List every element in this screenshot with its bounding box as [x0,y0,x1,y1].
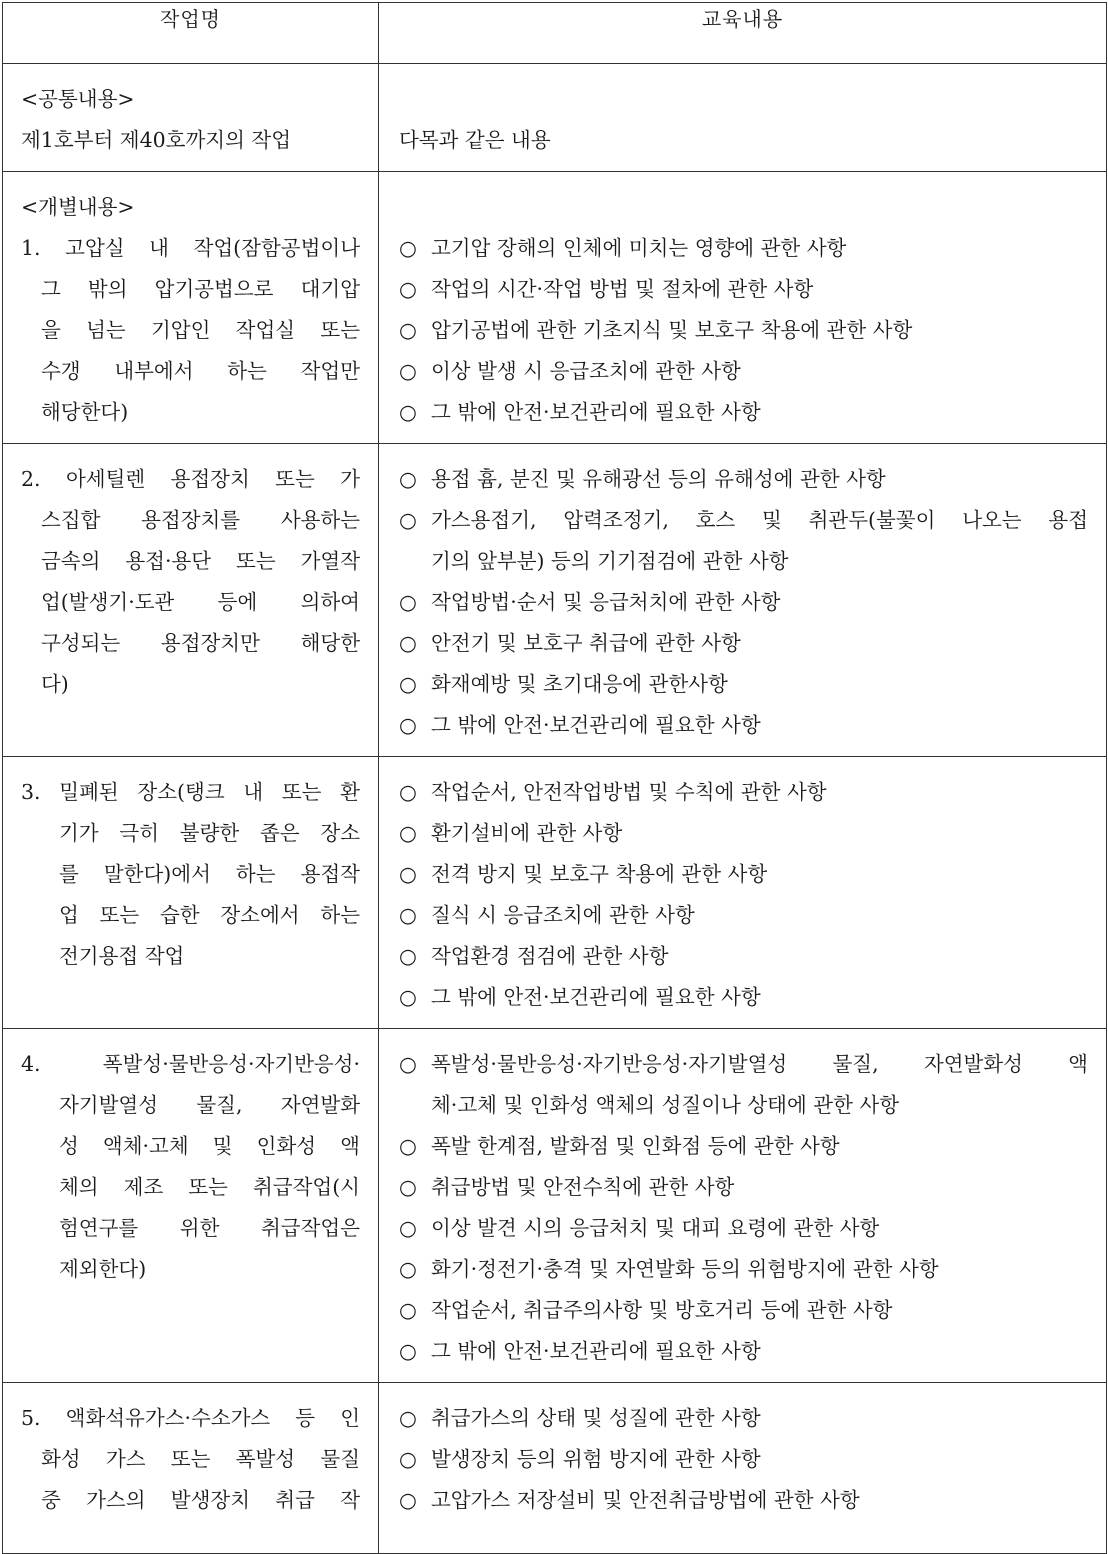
work-line: 체의 제조 또는 취급작업(시 [59,1175,360,1199]
common-work: 제1호부터 제40호까지의 작업 [21,128,291,152]
list-item: ○ 환기설비에 관한 사항 [399,813,1088,854]
list-item: ○ 그 밖에 안전·보건관리에 필요한 사항 [399,705,1088,746]
table-row [3,172,1107,444]
bullet-icon: ○ [399,508,417,532]
work-line: 3. 밀폐된 장소(탱크 내 또는 환 [21,780,360,804]
header-education-content: 교육내용 [379,3,1107,64]
common-content-cell [379,64,1107,172]
bullet-icon: ○ [399,672,417,696]
table-row-common [3,64,1107,172]
work-name-cell [3,172,379,444]
bullet-icon: ○ [399,903,417,927]
list-item: ○ 취급방법 및 안전수칙에 관한 사항 [399,1167,1088,1208]
table-row [3,1029,1107,1383]
list-item: ○ 폭발성·물반응성·자기반응성·자기발열성 물질, 자연발화성 액 [399,1044,1088,1085]
list-item: ○ 그 밖에 안전·보건관리에 필요한 사항 [399,392,1088,433]
work-line: 을 넘는 기압인 작업실 또는 [41,318,360,342]
bullet-icon: ○ [399,780,417,804]
list-item: ○ 화기·정전기·충격 및 자연발화 등의 위험방지에 관한 사항 [399,1249,1088,1290]
bullet-icon: ○ [399,400,417,424]
work-line: 를 말한다)에서 하는 용접작 [59,862,360,886]
list-item: ○ 이상 발견 시의 응급처치 및 대피 요령에 관한 사항 [399,1208,1088,1249]
table-row [3,1383,1107,1554]
work-line: 기가 극히 불량한 좁은 장소 [59,821,360,845]
work-line: 중 가스의 발생장치 취급 작 [41,1488,360,1512]
list-item: ○ 폭발 한계점, 발화점 및 인화점 등에 관한 사항 [399,1126,1088,1167]
work-line: 해당한다) [41,400,129,424]
bullet-icon: ○ [399,1447,417,1471]
list-item: ○ 용접 흄, 분진 및 유해광선 등의 유해성에 관한 사항 [399,459,1088,500]
bullet-icon: ○ [399,1134,417,1158]
list-item-continuation: 체·고체 및 인화성 액체의 성질이나 상태에 관한 사항 [431,1093,899,1117]
work-line: 구성되는 용접장치만 해당한 [41,631,360,655]
bullet-icon: ○ [399,1257,417,1281]
work-line: 전기용접 작업 [59,944,185,968]
work-line: 업(발생기·도관 등에 의하여 [41,590,360,614]
bullet-icon: ○ [399,1052,417,1076]
common-content: 다목과 같은 내용 [399,128,551,152]
bullet-icon: ○ [399,944,417,968]
content-cell [379,1383,1107,1554]
list-item: ○ 가스용접기, 압력조정기, 호스 및 취관두(불꽃이 나오는 용접 [399,500,1088,541]
list-item: ○ 작업의 시간·작업 방법 및 절차에 관한 사항 [399,269,1088,310]
work-line: 업 또는 습한 장소에서 하는 [59,903,360,927]
bullet-icon: ○ [399,713,417,737]
list-item: ○ 작업순서, 취급주의사항 및 방호거리 등에 관한 사항 [399,1290,1088,1331]
work-line: 2. 아세틸렌 용접장치 또는 가 [21,467,360,491]
content-cell [379,444,1107,757]
work-line: 다) [41,672,69,696]
bullet-icon: ○ [399,1488,417,1512]
bullet-icon: ○ [399,1175,417,1199]
list-item: ○ 그 밖에 안전·보건관리에 필요한 사항 [399,977,1088,1018]
bullet-icon: ○ [399,985,417,1009]
bullet-icon: ○ [399,236,417,260]
bullet-icon: ○ [399,590,417,614]
list-item: ○ 고기압 장해의 인체에 미치는 영향에 관한 사항 [399,228,1088,269]
bullet-icon: ○ [399,277,417,301]
education-content-table [2,2,1107,1554]
list-item: ○ 질식 시 응급조치에 관한 사항 [399,895,1088,936]
list-item: ○ 고압가스 저장설비 및 안전취급방법에 관한 사항 [399,1480,1088,1521]
work-line: 4. 폭발성·물반응성·자기반응성· [21,1052,360,1076]
work-line: 험연구를 위한 취급작업은 [59,1216,360,1240]
work-line: 제외한다) [59,1257,147,1281]
list-item: ○ 그 밖에 안전·보건관리에 필요한 사항 [399,1331,1088,1372]
bullet-icon: ○ [399,359,417,383]
list-item-continuation: 기의 앞부분) 등의 기기점검에 관한 사항 [431,549,789,573]
work-line: 금속의 용접·용단 또는 가열작 [41,549,360,573]
table-header-row [3,3,1107,64]
bullet-icon: ○ [399,1216,417,1240]
work-line: 5. 액화석유가스·수소가스 등 인 [21,1406,360,1430]
work-line: 화성 가스 또는 폭발성 물질 [41,1447,360,1471]
list-item: ○ 작업방법·순서 및 응급처치에 관한 사항 [399,582,1088,623]
list-item: ○ 이상 발생 시 응급조치에 관한 사항 [399,351,1088,392]
bullet-icon: ○ [399,862,417,886]
common-label: <공통내용> [21,87,135,111]
content-cell [379,757,1107,1029]
work-name-cell [3,1383,379,1554]
work-line: 그 밖의 압기공법으로 대기압 [41,277,360,301]
bullet-icon: ○ [399,1298,417,1322]
bullet-icon: ○ [399,631,417,655]
list-item: ○ 안전기 및 보호구 취급에 관한 사항 [399,623,1088,664]
list-item: ○ 작업환경 점검에 관한 사항 [399,936,1088,977]
work-name-cell [3,757,379,1029]
bullet-icon: ○ [399,318,417,342]
work-line: 수갱 내부에서 하는 작업만 [41,359,360,383]
list-item: ○ 전격 방지 및 보호구 착용에 관한 사항 [399,854,1088,895]
work-line: 스집합 용접장치를 사용하는 [41,508,360,532]
header-work-name: 작업명 [3,3,379,64]
list-item: ○ 취급가스의 상태 및 성질에 관한 사항 [399,1398,1088,1439]
individual-label: <개별내용> [21,195,135,219]
bullet-icon: ○ [399,1406,417,1430]
work-name-cell [3,444,379,757]
work-name-cell [3,1029,379,1383]
bullet-icon: ○ [399,1339,417,1363]
work-line: 1. 고압실 내 작업(잠함공법이나 [21,236,360,260]
common-work-cell [3,64,379,172]
list-item: ○ 압기공법에 관한 기초지식 및 보호구 착용에 관한 사항 [399,310,1088,351]
table-row [3,757,1107,1029]
table-row [3,444,1107,757]
list-item: ○ 작업순서, 안전작업방법 및 수칙에 관한 사항 [399,772,1088,813]
content-cell [379,172,1107,444]
bullet-icon: ○ [399,821,417,845]
work-line: 성 액체·고체 및 인화성 액 [59,1134,360,1158]
content-cell [379,1029,1107,1383]
work-line: 자기발열성 물질, 자연발화 [59,1093,360,1117]
list-item: ○ 화재예방 및 초기대응에 관한사항 [399,664,1088,705]
bullet-icon: ○ [399,467,417,491]
list-item: ○ 발생장치 등의 위험 방지에 관한 사항 [399,1439,1088,1480]
